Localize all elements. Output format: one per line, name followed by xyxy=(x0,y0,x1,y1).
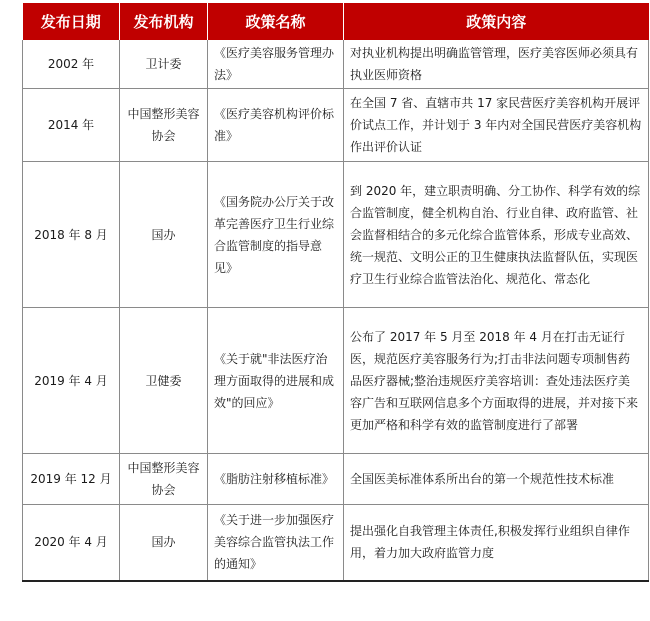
cell-org: 国办 xyxy=(120,505,208,581)
cell-policy-name: 《医疗美容机构评价标准》 xyxy=(208,89,344,162)
cell-date: 2019 年 4 月 xyxy=(23,308,120,454)
table-row xyxy=(23,40,649,89)
cell-org: 卫健委 xyxy=(120,308,208,454)
cell-policy-content: 对执业机构提出明确监管管理，医疗美容医师必须具有执业医师资格 xyxy=(344,40,649,89)
cell-date: 2002 年 xyxy=(23,40,120,89)
cell-org: 国办 xyxy=(120,162,208,308)
table-row xyxy=(23,505,649,581)
policy-table xyxy=(22,3,649,582)
cell-date: 2018 年 8 月 xyxy=(23,162,120,308)
table-header-row xyxy=(23,3,649,40)
cell-policy-content: 到 2020 年，建立职责明确、分工协作、科学有效的综合监管制度，健全机构自治、行业自律、政府监管、社会监督相结合的多元化综合监管体系，形成专业高效、统一规范、文明公正的卫生健康执法监督队伍，实现医疗卫生行业综合监管法治化、规范化、常态化 xyxy=(344,162,649,308)
cell-policy-name: 《国务院办公厅关于改革完善医疗卫生行业综合监管制度的指导意见》 xyxy=(208,162,344,308)
table-row xyxy=(23,89,649,162)
cell-policy-name: 《医疗美容服务管理办法》 xyxy=(208,40,344,89)
cell-org: 中国整形美容协会 xyxy=(120,454,208,505)
cell-policy-content: 在全国 7 省、直辖市共 17 家民营医疗美容机构开展评价试点工作，并计划于 3 年内对全国民营医疗美容机构作出评价认证 xyxy=(344,89,649,162)
cell-policy-name: 《关于就"非法医疗治理方面取得的进展和成效"的回应》 xyxy=(208,308,344,454)
cell-policy-name: 《关于进一步加强医疗美容综合监管执法工作的通知》 xyxy=(208,505,344,581)
header-org: 发布机构 xyxy=(120,3,208,40)
header-policy-name: 政策名称 xyxy=(208,3,344,40)
header-date: 发布日期 xyxy=(23,3,120,40)
table-row xyxy=(23,308,649,454)
cell-policy-name: 《脂肪注射移植标准》 xyxy=(208,454,344,505)
cell-org: 中国整形美容协会 xyxy=(120,89,208,162)
header-policy-content: 政策内容 xyxy=(344,3,649,40)
table-row xyxy=(23,454,649,505)
table-row xyxy=(23,162,649,308)
cell-date: 2019 年 12 月 xyxy=(23,454,120,505)
cell-date: 2020 年 4 月 xyxy=(23,505,120,581)
cell-policy-content: 提出强化自我管理主体责任,积极发挥行业组织自律作用，着力加大政府监管力度 xyxy=(344,505,649,581)
cell-date: 2014 年 xyxy=(23,89,120,162)
cell-policy-content: 全国医美标准体系所出台的第一个规范性技术标准 xyxy=(344,454,649,505)
cell-org: 卫计委 xyxy=(120,40,208,89)
cell-policy-content: 公布了 2017 年 5 月至 2018 年 4 月在打击无证行医，规范医疗美容服务行为;打击非法问题专项制售药品医疗器械;整治违规医疗美容培训：查处违法医疗美容广告和互联网信息多个方面取得的进展，并对接下来更加严格和科学有效的监管制度进行了部署 xyxy=(344,308,649,454)
